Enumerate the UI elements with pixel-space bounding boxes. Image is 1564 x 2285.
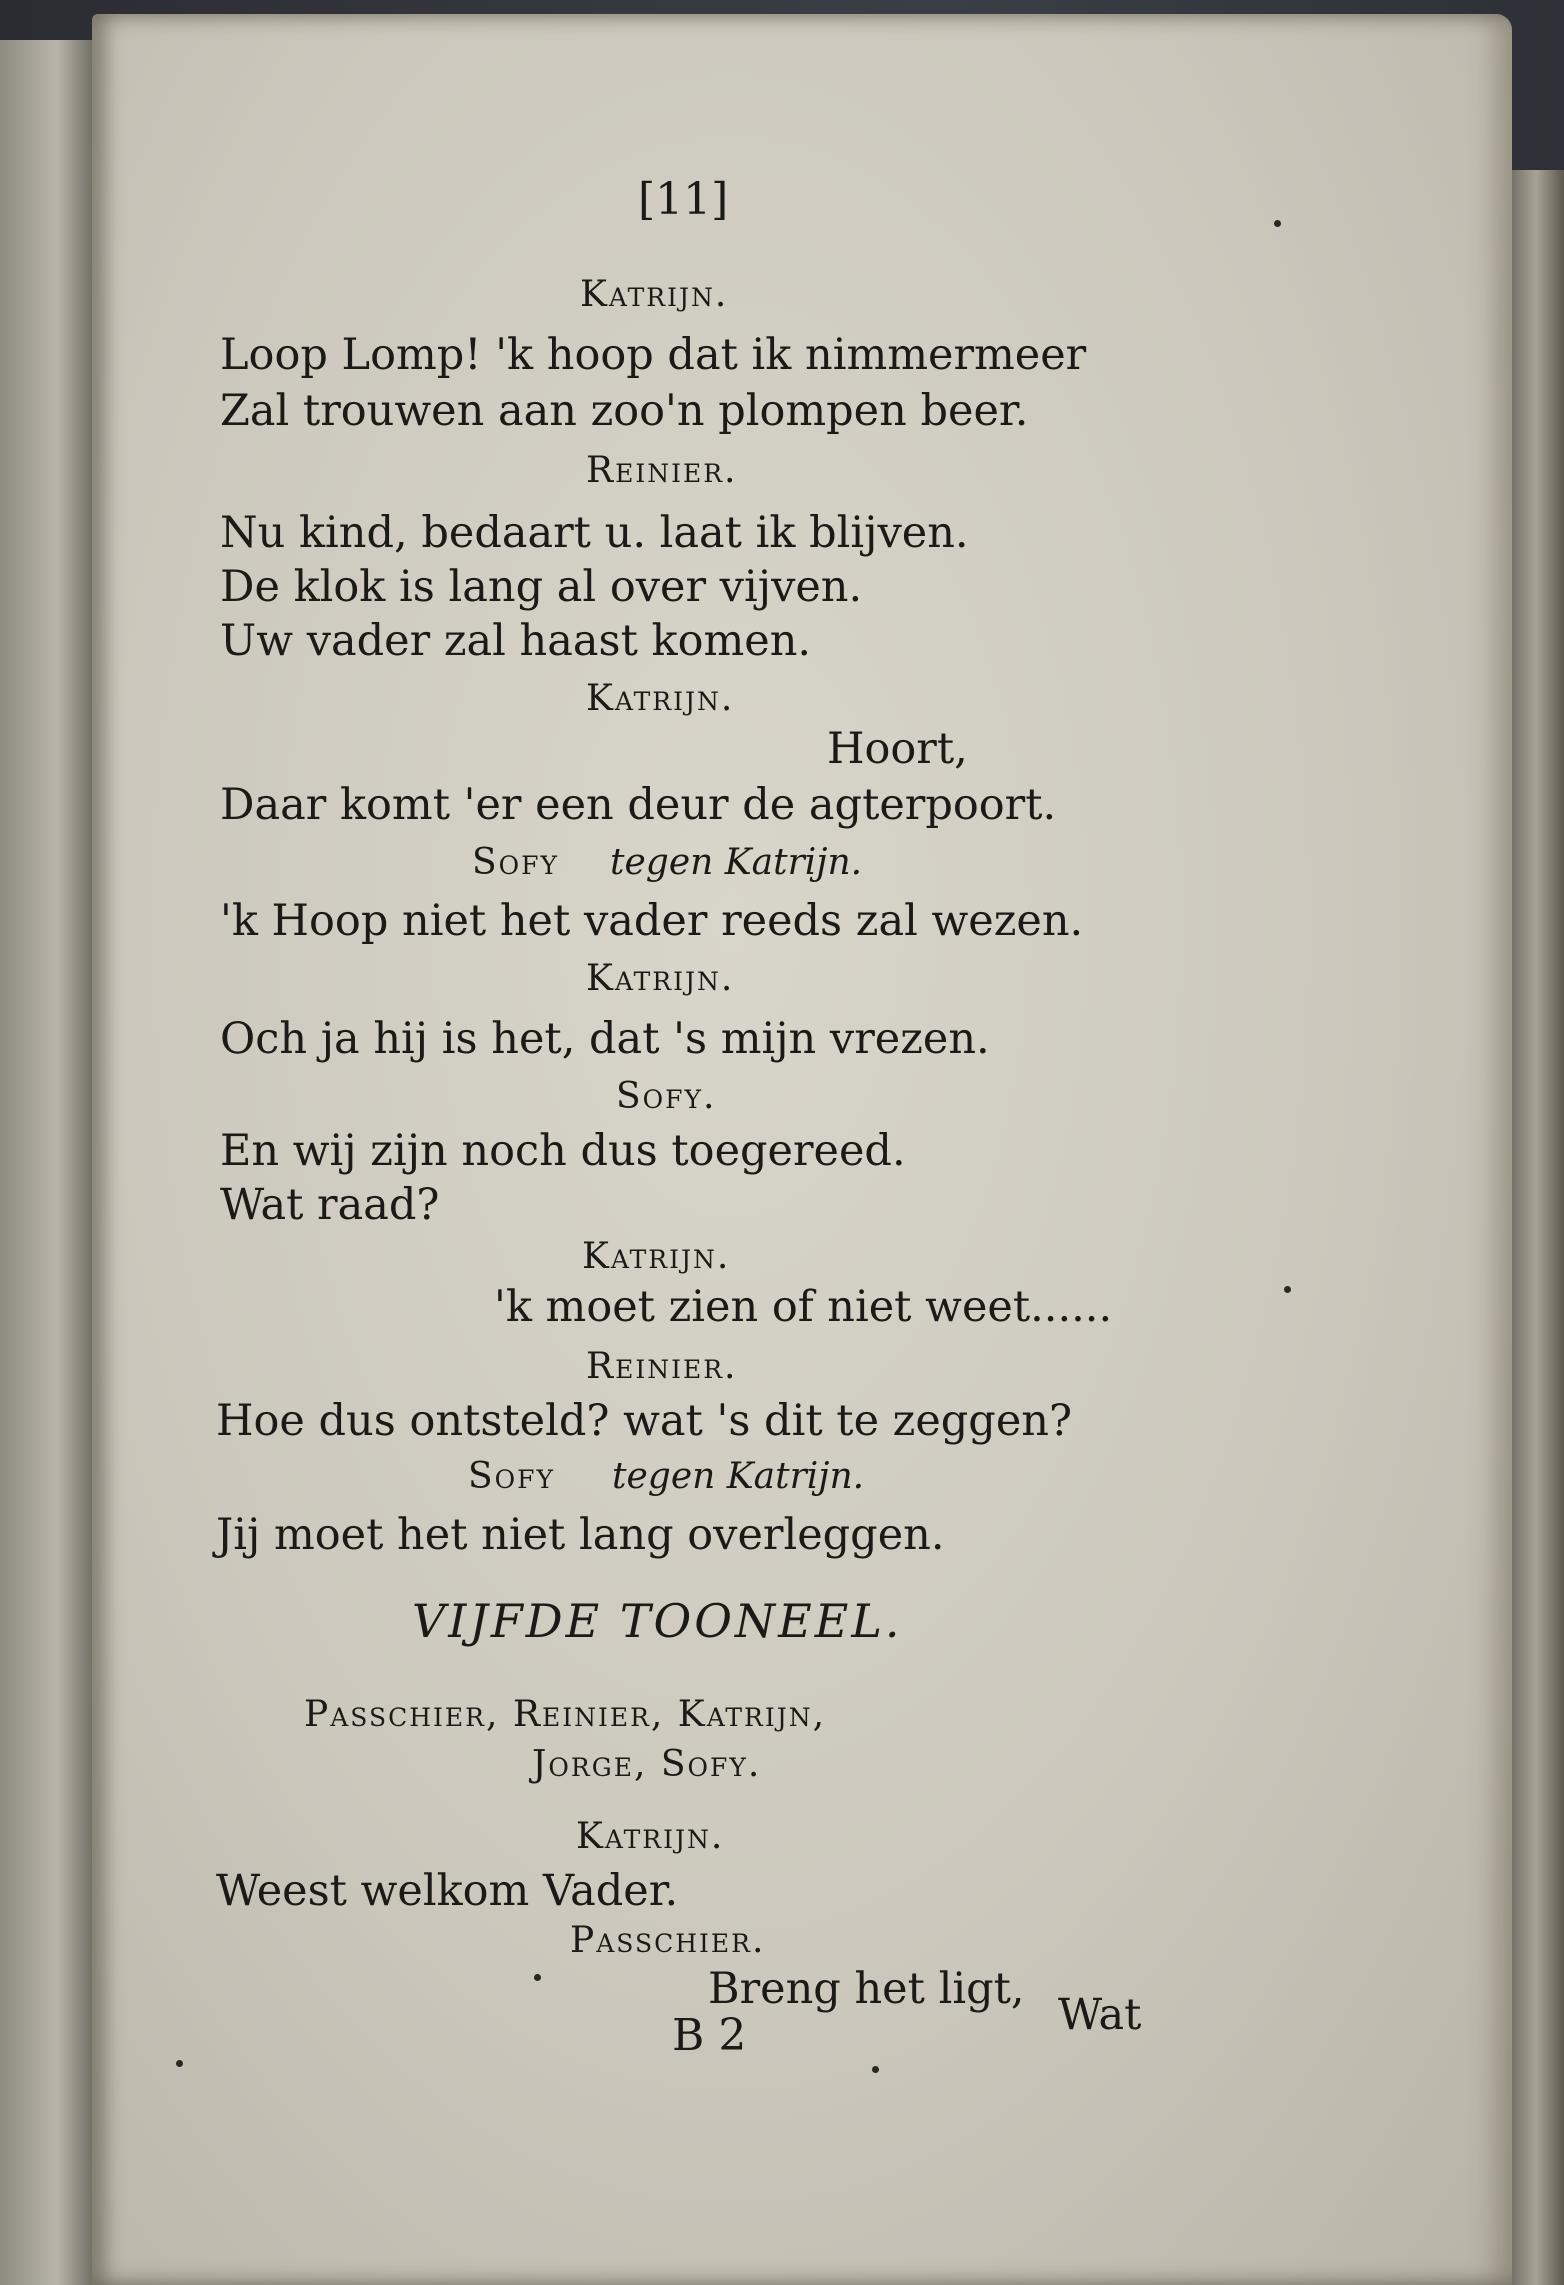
stage-direction: tegen Katrijn. [610, 842, 863, 883]
verse-line: Breng het ligt, [708, 1964, 1025, 2014]
verse-line: Zal trouwen aan zoo'n plompen beer. [220, 386, 1029, 436]
verse-line: Jij moet het niet lang overleggen. [216, 1510, 945, 1560]
verse-line: 'k Hoop niet het vader reeds zal wezen. [220, 896, 1084, 946]
page-number: [11] [638, 174, 729, 225]
ink-speck [534, 1974, 541, 1981]
ink-speck [872, 2066, 879, 2073]
speaker-sofy: Sofy [472, 842, 560, 883]
speaker-reinier: Reinier. [586, 1346, 738, 1387]
speaker-reinier: Reinier. [586, 450, 738, 491]
verse-line: Uw vader zal haast komen. [220, 616, 812, 666]
book-page [92, 14, 1512, 2285]
ink-speck [1274, 220, 1281, 227]
speaker-sofy: Sofy. [616, 1076, 717, 1117]
speaker-sofy: Sofy [468, 1456, 556, 1497]
ink-speck [1284, 1286, 1291, 1293]
scene-heading: VIJFDE TOONEEL. [412, 1594, 903, 1648]
verse-line: Daar komt 'er een deur de agterpoort. [220, 780, 1057, 830]
characters-list: Jorge, Sofy. [532, 1744, 762, 1785]
speaker-katrijn: Katrijn. [576, 1816, 725, 1857]
verse-line: Weest welkom Vader. [216, 1866, 679, 1916]
speaker-katrijn: Katrijn. [586, 958, 735, 999]
verse-line: Loop Lomp! 'k hoop dat ik nimmermeer [220, 330, 1087, 380]
characters-list: Passchier, Reinier, Katrijn, [304, 1694, 827, 1735]
verse-line: 'k moet zien of niet weet...... [494, 1282, 1113, 1332]
speaker-katrijn: Katrijn. [580, 274, 729, 315]
signature-mark: B 2 [672, 2010, 747, 2061]
page-stack-edge [1508, 170, 1564, 2285]
catchword: Wat [1058, 1990, 1142, 2040]
facing-page-edge [0, 40, 98, 2285]
verse-line: Wat raad? [220, 1180, 440, 1230]
verse-line: De klok is lang al over vijven. [220, 562, 863, 612]
verse-line: Och ja hij is het, dat 's mijn vrezen. [220, 1014, 990, 1064]
verse-line: En wij zijn noch dus toegereed. [220, 1126, 906, 1176]
verse-line: Nu kind, bedaart u. laat ik blijven. [220, 508, 969, 558]
verse-line: Hoe dus ontsteld? wat 's dit te zeggen? [216, 1396, 1073, 1446]
speaker-katrijn: Katrijn. [586, 678, 735, 719]
speaker-katrijn: Katrijn. [582, 1236, 731, 1277]
stage-direction: tegen Katrijn. [612, 1456, 865, 1497]
verse-line: Hoort, [827, 724, 968, 774]
speaker-passchier: Passchier. [570, 1920, 766, 1961]
ink-speck [176, 2060, 183, 2067]
